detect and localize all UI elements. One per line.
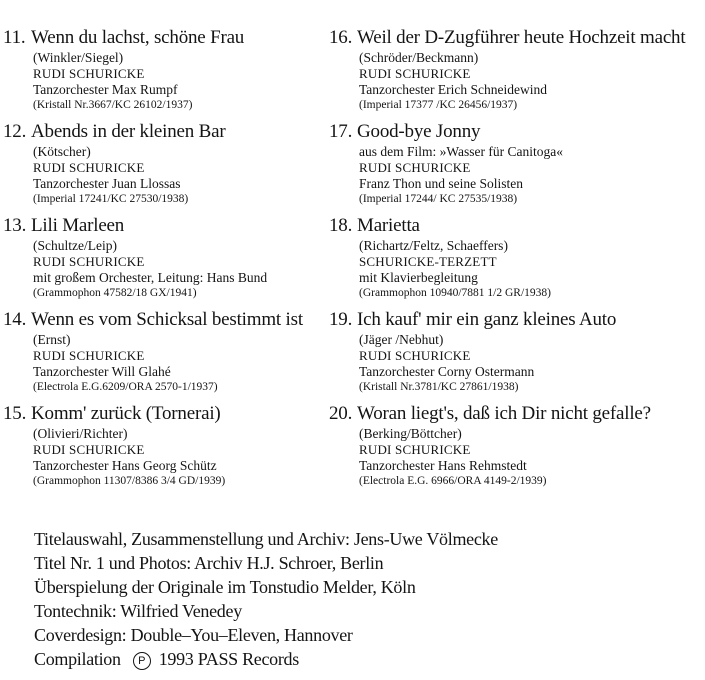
track-orchestra: Tanzorchester Corny Ostermann [359, 364, 535, 379]
credit-photos: Titel Nr. 1 und Photos: Archiv H.J. Schroer, Berlin [34, 553, 384, 573]
track-composers: (Jäger /Nebhut) [359, 332, 444, 347]
track-catalog: (Imperial 17244/ KC 27535/1938) [359, 193, 518, 205]
credit-compilation [34, 647, 498, 671]
track-title: Wenn es vom Schicksal bestimmt ist [31, 309, 303, 330]
track-title: Marietta [357, 215, 420, 236]
track-number: 19. [329, 309, 353, 330]
track-title: Komm' zurück (Tornerai) [31, 403, 221, 424]
track-list-left [3, 26, 321, 496]
track-19 [329, 308, 701, 395]
track-orchestra: Tanzorchester Hans Georg Schütz [33, 458, 217, 473]
track-subtitle: aus dem Film: »Wasser für Canitoga« [359, 144, 564, 159]
track-number: 15. [3, 403, 27, 424]
track-number: 18. [329, 215, 353, 236]
track-number: 11. [3, 27, 26, 48]
track-artist: SCHURICKE-TERZETT [359, 254, 497, 269]
track-composers: (Kötscher) [33, 144, 91, 159]
track-artist: RUDI SCHURICKE [33, 442, 145, 457]
track-number: 17. [329, 121, 353, 142]
track-17 [329, 120, 701, 207]
track-title: Ich kauf' mir ein ganz kleines Auto [357, 309, 617, 330]
compilation-label: Compilation [34, 649, 121, 669]
track-orchestra: Tanzorchester Will Glahé [33, 364, 171, 379]
track-number: 12. [3, 121, 27, 142]
track-orchestra: Tanzorchester Max Rumpf [33, 82, 178, 97]
track-catalog: (Imperial 17377 /KC 26456/1937) [359, 99, 518, 111]
track-composers: (Schröder/Beckmann) [359, 50, 479, 65]
track-artist: RUDI SCHURICKE [359, 66, 471, 81]
track-title: Woran liegt's, daß ich Dir nicht gefalle? [357, 403, 651, 424]
track-title: Good-bye Jonny [357, 121, 481, 142]
track-number: 14. [3, 309, 27, 330]
track-title: Lili Marleen [31, 215, 125, 236]
track-artist: RUDI SCHURICKE [359, 160, 471, 175]
track-composers: (Winkler/Siegel) [33, 50, 124, 65]
track-orchestra: Tanzorchester Hans Rehmstedt [359, 458, 527, 473]
track-artist: RUDI SCHURICKE [33, 160, 145, 175]
track-title: Wenn du lachst, schöne Frau [31, 27, 245, 48]
track-catalog: (Grammophon 47582/18 GX/1941) [33, 287, 197, 299]
track-composers: (Olivieri/Richter) [33, 426, 128, 441]
track-title: Abends in der kleinen Bar [31, 121, 226, 142]
track-20 [329, 402, 701, 489]
track-13 [3, 214, 321, 301]
track-11 [3, 26, 321, 113]
track-catalog: (Kristall Nr.3781/KC 27861/1938) [359, 381, 519, 393]
track-number: 20. [329, 403, 353, 424]
track-catalog: (Grammophon 11307/8386 3/4 GD/1939) [33, 475, 226, 487]
track-catalog: (Grammophon 10940/7881 1/2 GR/1938) [359, 287, 551, 299]
credit-engineering: Tontechnik: Wilfried Venedey [34, 601, 242, 621]
track-14 [3, 308, 321, 395]
track-number: 13. [3, 215, 27, 236]
track-catalog: (Electrola E.G.6209/ORA 2570-1/1937) [33, 381, 218, 393]
track-orchestra: mit Klavierbegleitung [359, 270, 478, 285]
track-18 [329, 214, 701, 301]
track-title: Weil der D-Zugführer heute Hochzeit macht [357, 27, 686, 48]
track-composers: (Berking/Böttcher) [359, 426, 462, 441]
track-catalog: (Imperial 17241/KC 27530/1938) [33, 193, 189, 205]
track-number: 16. [329, 27, 353, 48]
track-list-right [329, 26, 701, 496]
track-artist: RUDI SCHURICKE [33, 254, 145, 269]
track-catalog: (Electrola E.G. 6966/ORA 4149-2/1939) [359, 475, 547, 487]
track-artist: RUDI SCHURICKE [359, 348, 471, 363]
track-catalog: (Kristall Nr.3667/KC 26102/1937) [33, 99, 193, 111]
credit-cover: Coverdesign: Double–You–Eleven, Hannover [34, 625, 353, 645]
track-15 [3, 402, 321, 489]
track-orchestra: Tanzorchester Erich Schneidewind [359, 82, 547, 97]
track-artist: RUDI SCHURICKE [33, 66, 145, 81]
track-orchestra: Tanzorchester Juan Llossas [33, 176, 181, 191]
track-orchestra: Franz Thon und seine Solisten [359, 176, 523, 191]
credits-block [34, 527, 498, 671]
track-orchestra: mit großem Orchester, Leitung: Hans Bund [33, 270, 268, 285]
track-12 [3, 120, 321, 207]
track-artist: RUDI SCHURICKE [359, 442, 471, 457]
compilation-year-label: 1993 PASS Records [158, 649, 299, 669]
credit-selection: Titelauswahl, Zusammenstellung und Archiv: Jens-Uwe Völmecke [34, 529, 498, 549]
phonogram-copyright-icon: P [133, 652, 151, 670]
track-artist: RUDI SCHURICKE [33, 348, 145, 363]
credit-transfer: Überspielung der Originale im Tonstudio Melder, Köln [34, 577, 416, 597]
track-composers: (Richartz/Feltz, Schaeffers) [359, 238, 508, 253]
track-16 [329, 26, 701, 113]
track-composers: (Ernst) [33, 332, 71, 347]
track-composers: (Schultze/Leip) [33, 238, 117, 253]
